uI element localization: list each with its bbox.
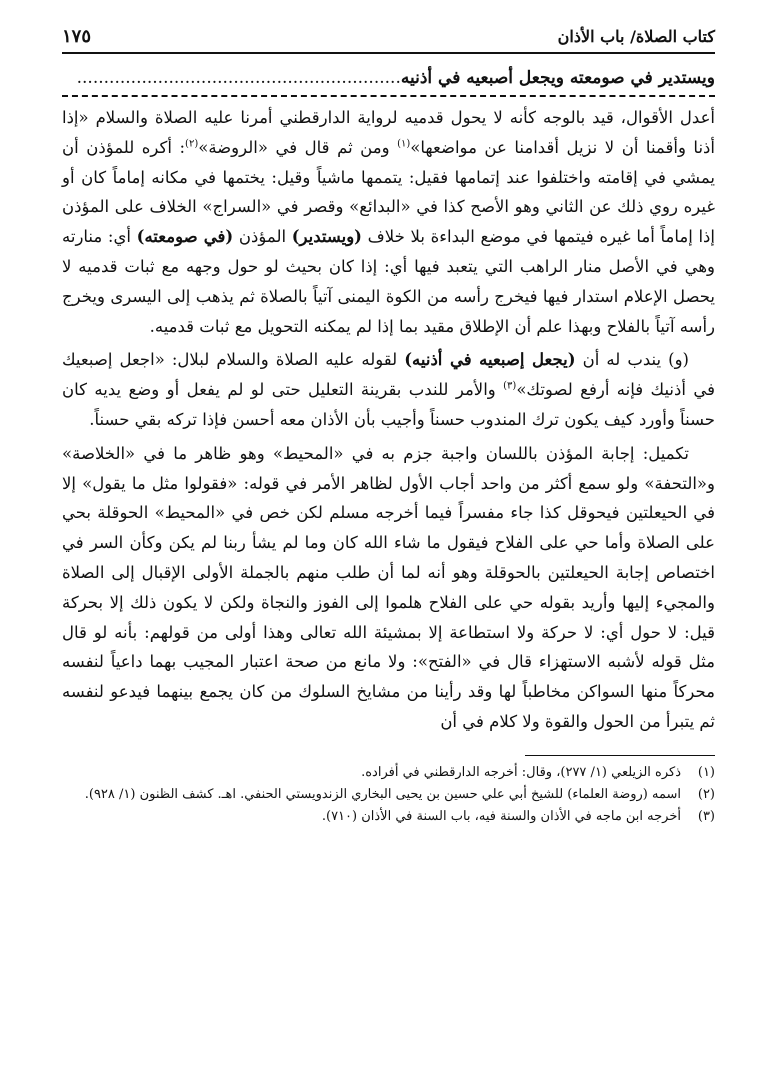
footnote-separator bbox=[525, 755, 715, 756]
header-title: كتاب الصلاة/ باب الأذان bbox=[557, 27, 715, 46]
footnote-ref-3[interactable]: (٣) bbox=[503, 380, 517, 392]
matn-phrase-isbaayhi: (يجعل إصبعيه في أذنيه) bbox=[404, 350, 576, 370]
paragraph-1-part-1: أعدل الأقوال، قيد بالوجه كأنه لا يحول قدميه لرواية الدارقطني أمرنا عليه الصلاة والسلام «إذا أذنا وأقمنا أن لا نزيل أقدامنا عن مواضعها» bbox=[62, 108, 715, 157]
paragraph-1-part-2: ومن ثم قال في «الروضة» bbox=[198, 137, 398, 157]
footnote-2-text: اسمه (روضة العلماء) للشيخ أبي علي حسين بن يحيى البخاري الزندويستي الحنفي. اهـ. كشف الظنون (١/ ٩٢٨). bbox=[84, 786, 681, 802]
footnote-ref-2[interactable]: (٢) bbox=[185, 138, 199, 150]
paragraph-2-part-1: (و) يندب له أن bbox=[575, 350, 689, 370]
paragraph-1-part-4: المؤذن bbox=[233, 227, 292, 247]
paragraph-2 bbox=[62, 345, 715, 434]
page-number: ١٧٥ bbox=[62, 26, 92, 47]
paragraph-1 bbox=[62, 103, 715, 341]
footnote-ref-1[interactable]: (١) bbox=[397, 138, 411, 150]
footnote-3 bbox=[62, 806, 715, 828]
running-header bbox=[62, 26, 715, 54]
matn-phrase-fi-sawmaatihi: (في صومعته) bbox=[136, 227, 234, 247]
footnote-1-number: (١) bbox=[697, 764, 715, 780]
section-leader-dots: ............................................................ bbox=[76, 68, 401, 88]
dashed-divider bbox=[62, 95, 715, 97]
paragraph-1-part-5: أي: منارته وهي في الأصل منار الراهب التي يتعبد فيها أي: إذا كان بحيث لو حول وجهه مع ثبات قدميه لا يحصل الإعلام استدار فيها فيخرج رأسه من الكوة اليمنى آتياً بالصلاة ثم يذهب إلى اليسرى ويخرج رأسه آتياً بالفلاح وبهذا علم أن الإطلاق مقيد بما إذا لم يمكنه التحويل مع ثبات قدميه. bbox=[62, 227, 715, 336]
paragraph-2-part-2: لقوله عليه الصلاة والسلام لبلال: «اجعل إصبعيك في أذنيك فإنه أرفع لصوتك» bbox=[62, 350, 715, 400]
footnote-2-number: (٢) bbox=[697, 786, 715, 802]
paragraph-3: تكميل: إجابة المؤذن باللسان واجبة جزم به في «المحيط» وهو ظاهر ما في «الخلاصة» و«التحفة» ولو سمع أكثر من واحد أجاب الأول لظاهر الأمر في قوله: «فقولوا مثل ما يقول» إلا في الحيعلتين فيحوقل كذا جاء مفسراً فيما أخرجه مسلم لكن خص في «المحيط» الحوقلة بحي على الصلاة وأما حي على الفلاح فيقول ما شاء الله كان وما لم يشأ ربنا لم يكن وكأن السر في اختصاص إجابة الحيعلتين بالحوقلة وهو أنه لما أن طلب منهم بالجملة الأولى الإقبال إلى الصلاة والمجيء إليها وأريد بقوله حي على الفلاح هلموا إلى الفوز والنجاة ولكن لا يكون ذلك إلا بحركة قيل: لا حول أي: لا حركة ولا استطاعة إلا بمشيئة الله تعالى وهذا أولى من قولهم: بأنه لو قال مثل قوله لأشبه الاستهزاء قال في «الفتح»: ولا مانع من صحة اعتبار المجيب بهما داعياً لنفسه محركاً منها السواكن مخاطباً لها وقد رأينا من مشايخ السلوك من كان يجمع بينهما فيدعو لنفسه ثم يتبرأ من الحول والقوة ولا كلام في أن bbox=[62, 443, 715, 731]
footnote-3-number: (٣) bbox=[697, 808, 715, 824]
main-text bbox=[62, 103, 715, 737]
section-heading bbox=[62, 66, 715, 90]
matn-phrase-yastadir: (ويستدير) bbox=[291, 227, 362, 247]
paragraph-2-part-3: والأمر للندب بقرينة التعليل حتى لو لم يفعل أو وضع يديه كان حسناً وأورد كيف يكون ترك المندوب حسناً وأجيب بأن الأذان معه أحسن فإذا تركه بقي حسناً. bbox=[62, 380, 715, 429]
section-title: ويستدير في صومعته ويجعل أصبعيه في أذنيه bbox=[400, 68, 715, 88]
footnotes bbox=[62, 762, 715, 828]
footnote-2 bbox=[62, 784, 715, 806]
footnote-3-text: أخرجه ابن ماجه في الأذان والسنة فيه، باب السنة في الأذان (٧١٠). bbox=[321, 808, 681, 824]
footnote-1-text: ذكره الزيلعي (١/ ٢٧٧)، وقال: أخرجه الدارقطني في أفراده. bbox=[361, 764, 681, 780]
footnote-1 bbox=[62, 762, 715, 784]
paragraph-1-part-3: : أكره للمؤذن أن يمشي في إقامته واختلفوا عند إتمامها فقيل: يتممها ماشياً وقيل: يختمها في مكانه إماماً كان أو غيره روي ذلك عن الثاني وهو الأصح كذا في «البدائع» وقصر في «السراج» الخلاف على المؤذن إذا إماماً أما غيره فيتمها في موضع البداءة بلا خلاف bbox=[62, 137, 715, 247]
